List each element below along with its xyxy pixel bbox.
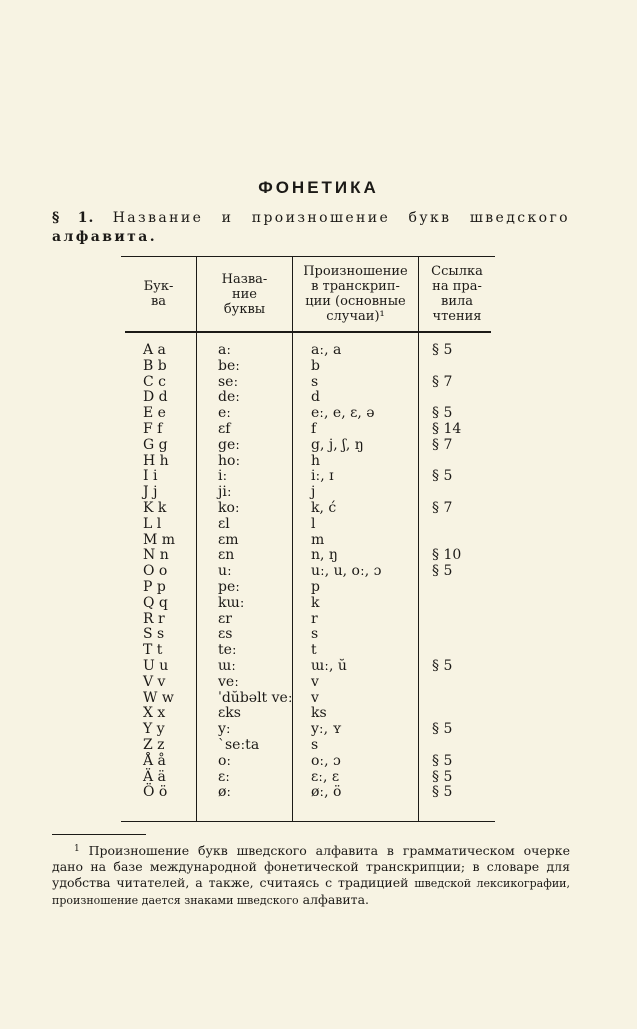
header-ref-line: чтения [432, 309, 482, 324]
header-ref-line: на пра- [432, 279, 482, 294]
cell-pronunciation: uː, u, oː, ɔ [311, 563, 382, 580]
header-ref-line: вила [441, 294, 473, 309]
cell-reference: § 5 [432, 784, 453, 801]
cell-name: jiː [218, 484, 232, 501]
cell-reference: § 14 [432, 420, 462, 437]
cell-letter: G g [143, 436, 168, 453]
cell-name: seː [218, 373, 239, 390]
header-ref-line: Ссылка [431, 264, 483, 279]
header-pronunciation [293, 257, 418, 331]
section-number: § 1. [52, 210, 95, 226]
table-row [121, 627, 495, 643]
cell-pronunciation: øː, ö [311, 784, 342, 801]
cell-reference: § 7 [432, 373, 453, 390]
header-pron-line: случаи)¹ [326, 309, 385, 324]
cell-pronunciation: b [311, 357, 320, 374]
cell-letter: C c [143, 373, 167, 390]
cell-name: veː [218, 673, 239, 690]
table-row [121, 754, 495, 770]
cell-letter: E e [143, 405, 166, 422]
page-title: ФОНЕТИКА [258, 178, 379, 197]
cell-pronunciation: k, ć [311, 499, 337, 516]
cell-letter: R r [143, 610, 165, 627]
cell-pronunciation: yː, ʏ [311, 721, 342, 738]
cell-name: iː [218, 468, 228, 485]
cell-name: beː [218, 357, 240, 374]
footnote-divider [52, 834, 146, 835]
cell-pronunciation: iː, ɪ [311, 468, 334, 485]
section-heading-text-3: алфавита. [52, 229, 157, 245]
cell-reference: § 7 [432, 499, 453, 516]
header-name-line: Назва- [221, 271, 268, 287]
header-pron-line: в транскрип- [311, 279, 400, 294]
cell-letter: U u [143, 657, 169, 674]
cell-name: uː [218, 563, 232, 580]
cell-pronunciation: d [311, 389, 320, 406]
table-row [121, 517, 495, 533]
header-rule [125, 331, 491, 333]
cell-letter: Ö ö [143, 784, 168, 801]
cell-name: yː [218, 721, 231, 738]
cell-name: geː [218, 436, 240, 453]
table-row [121, 390, 495, 406]
table-row [121, 422, 495, 438]
cell-name: kɯː [218, 594, 245, 611]
cell-reference: § 5 [432, 563, 453, 580]
table-row [121, 580, 495, 596]
cell-name: hoː [218, 452, 241, 469]
table-row [121, 343, 495, 359]
cell-reference: § 10 [432, 547, 462, 564]
cell-pronunciation: f [311, 420, 317, 437]
table-row [121, 675, 495, 691]
cell-pronunciation: ɯː, ŭ [311, 657, 347, 674]
cell-pronunciation: g, j, ʃ, ŋ [311, 436, 364, 453]
cell-pronunciation: v [311, 673, 319, 690]
cell-reference: § 5 [432, 405, 453, 422]
table-row [121, 375, 495, 391]
section-heading-text-1: Назв [112, 210, 159, 226]
header-pron-line: ции (основные [305, 294, 406, 309]
cell-name: ˈdŭbəlt veː [218, 689, 293, 706]
header-letter [121, 257, 196, 331]
cell-name: ɛm [218, 531, 239, 548]
cell-letter: P p [143, 578, 166, 595]
footnote-mark: 1 [74, 844, 80, 854]
alphabet-table [121, 256, 495, 822]
table-row [121, 533, 495, 549]
cell-letter: M m [143, 531, 176, 548]
table-row [121, 722, 495, 738]
cell-letter: K k [143, 499, 167, 516]
cell-letter: H h [143, 452, 169, 469]
cell-pronunciation: n, ŋ [311, 547, 338, 564]
cell-letter: O o [143, 563, 168, 580]
cell-name: ɛl [218, 515, 230, 532]
cell-name: ɛn [218, 547, 235, 564]
cell-pronunciation: m [311, 531, 325, 548]
cell-pronunciation: l [311, 515, 316, 532]
table-row [121, 691, 495, 707]
cell-letter: Y y [143, 721, 165, 738]
cell-name: peː [218, 578, 240, 595]
cell-name: ɯː [218, 657, 236, 674]
table-row [121, 785, 495, 801]
cell-name: deː [218, 389, 240, 406]
footnote-text-small: шведской лексикографии, произношение дается знаками шведского [52, 877, 570, 907]
footnote [52, 843, 570, 909]
cell-reference: § 5 [432, 721, 453, 738]
table-row [121, 454, 495, 470]
section-heading [52, 209, 570, 247]
header-pron-line: Произношение [303, 264, 408, 279]
cell-name: øː [218, 784, 232, 801]
table-row [121, 548, 495, 564]
cell-name: ɛː [218, 768, 230, 785]
cell-name: `seːta [218, 736, 260, 753]
table-row [121, 406, 495, 422]
cell-letter: V v [143, 673, 166, 690]
cell-pronunciation: ɛː, ɛ [311, 768, 340, 785]
cell-letter: J j [143, 484, 158, 501]
cell-name: ɛs [218, 626, 233, 643]
table-row [121, 612, 495, 628]
cell-pronunciation: k [311, 594, 320, 611]
table-row [121, 770, 495, 786]
cell-pronunciation: oː, ɔ [311, 752, 341, 769]
header-name-line: ние [231, 286, 257, 302]
section-heading-text-2: ание и произношение букв шведского [158, 210, 571, 226]
cell-pronunciation: aː, a [311, 342, 342, 358]
cell-letter: A a [143, 342, 166, 358]
cell-pronunciation: v [311, 689, 319, 706]
cell-pronunciation: t [311, 642, 317, 659]
cell-pronunciation: h [311, 452, 321, 469]
cell-pronunciation: r [311, 610, 318, 627]
cell-pronunciation: p [311, 578, 320, 595]
cell-letter: B b [143, 357, 167, 374]
cell-name: eː [218, 405, 232, 422]
cell-letter: T t [143, 642, 163, 659]
table-row [121, 485, 495, 501]
cell-letter: Z z [143, 736, 165, 753]
table-row [121, 469, 495, 485]
cell-reference: § 5 [432, 657, 453, 674]
cell-pronunciation: ks [311, 705, 327, 722]
footnote-text-end: алфавита. [302, 892, 369, 907]
cell-reference: § 5 [432, 468, 453, 485]
header-reference [419, 257, 495, 331]
cell-letter: Q q [143, 594, 168, 611]
cell-letter: D d [143, 389, 168, 406]
header-letter-line: Бук- [143, 279, 174, 294]
header-letter-line: ва [150, 294, 167, 309]
cell-pronunciation: s [311, 626, 319, 643]
table-row [121, 706, 495, 722]
cell-name: teː [218, 642, 237, 659]
header-name-line: буквы [223, 301, 266, 317]
table-row [121, 643, 495, 659]
cell-letter: I i [143, 468, 158, 485]
cell-pronunciation: s [311, 373, 319, 390]
cell-letter: X x [143, 705, 166, 722]
table-row [121, 359, 495, 375]
cell-pronunciation: eː, e, ɛ, ə [311, 405, 375, 422]
table-row [121, 438, 495, 454]
cell-name: ɛr [218, 610, 232, 627]
cell-name: oː [218, 752, 232, 769]
cell-name: koː [218, 499, 240, 516]
table-row [121, 738, 495, 754]
cell-pronunciation: j [311, 484, 316, 501]
cell-name: ɛks [218, 705, 241, 722]
cell-letter: Å å [143, 752, 166, 769]
table-body [121, 343, 495, 801]
header-name [197, 257, 292, 331]
cell-letter: N n [143, 547, 169, 564]
cell-letter: L l [143, 515, 162, 532]
cell-pronunciation: s [311, 736, 319, 753]
cell-letter: Ä ä [143, 768, 166, 785]
table-row [121, 501, 495, 517]
table-row [121, 564, 495, 580]
cell-name: aː [218, 342, 232, 358]
cell-reference: § 7 [432, 436, 453, 453]
cell-reference: § 5 [432, 752, 453, 769]
table-row [121, 659, 495, 675]
cell-letter: W w [143, 689, 174, 706]
cell-letter: S s [143, 626, 165, 643]
cell-letter: F f [143, 420, 163, 437]
footnote-text: Произношение букв шведского алфавита в грамматическом очерке дано на базе международной фонетической транскрипции; в словаре для удобства читателей, а также, считаясь с традицией [52, 843, 570, 890]
table-row [121, 596, 495, 612]
cell-reference: § 5 [432, 768, 453, 785]
cell-reference: § 5 [432, 342, 453, 358]
cell-name: ɛf [218, 420, 231, 437]
